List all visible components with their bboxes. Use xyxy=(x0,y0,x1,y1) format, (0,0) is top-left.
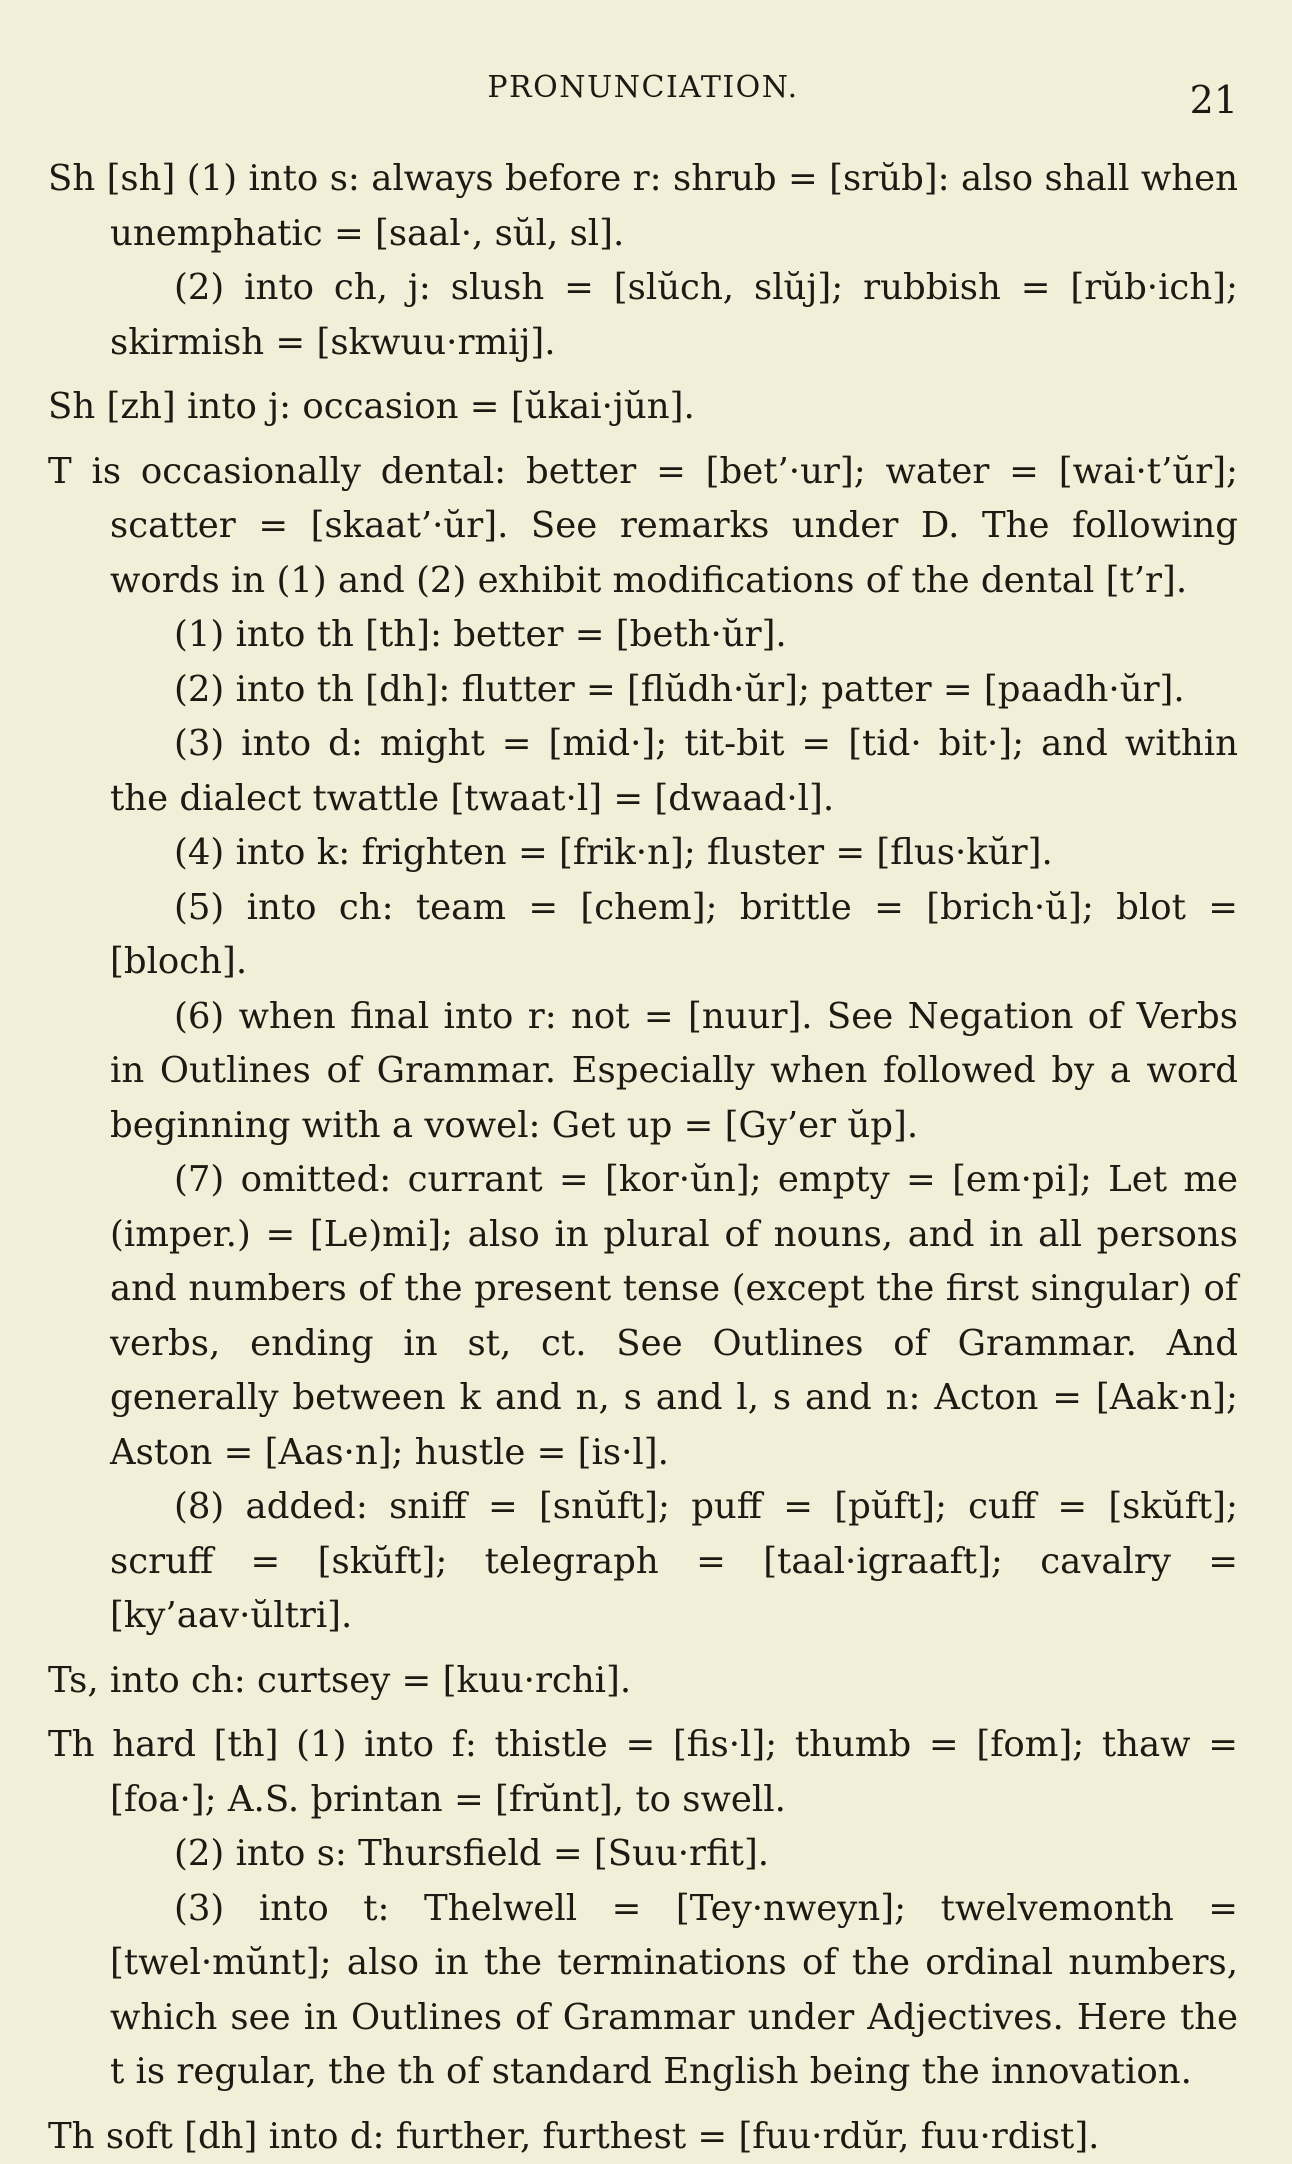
entry-t: T is occasionally dental: better = [bet’·ur]; water = [wai·t’ŭr]; scatter = [skaat’·ŭr]. See remarks under D. The following words in (1) and (2) exhibit modifications of the dental [t’r]. xyxy=(48,445,1238,609)
entry-th-soft: Th soft [dh] into d: further, furthest = [fuu·rdŭr, fuu·rdist]. xyxy=(48,2110,1238,2164)
subentry-t-8: (8) added: sniff = [snŭft]; puff = [pŭft]; cuff = [skŭft]; scruff = [skŭft]; telegraph = [taal·igraaft]; cavalry = [ky’aav·ŭltri]. xyxy=(48,1480,1238,1644)
subentry-t-3: (3) into d: might = [mid·]; tit-bit = [tid· bit·]; and within the dialect twattle [twaat·l] = [dwaad·l]. xyxy=(48,717,1238,826)
page xyxy=(48,60,1238,2164)
running-title: PRONUNCIATION. xyxy=(48,70,1238,105)
entry-ts: Ts, into ch: curtsey = [kuu·rchi]. xyxy=(48,1654,1238,1709)
subentry-t-1: (1) into th [th]: better = [beth·ŭr]. xyxy=(48,608,1238,663)
subentry-t-5: (5) into ch: team = [chem]; brittle = [brich·ŭ]; blot = [bloch]. xyxy=(48,881,1238,990)
entry-sh-sh: Sh [sh] (1) into s: always before r: shrub = [srŭb]: also shall when unemphatic = [saal·, sŭl, sl]. xyxy=(48,152,1238,261)
body-text xyxy=(48,152,1238,2164)
subentry-sh-2: (2) into ch, j: slush = [slŭch, slŭj]; rubbish = [rŭb·ich]; skirmish = [skwuu·rmij]. xyxy=(48,261,1238,370)
subentry-t-2: (2) into th [dh]: flutter = [flŭdh·ŭr]; patter = [paadh·ŭr]. xyxy=(48,663,1238,718)
subentry-t-6: (6) when final into r: not = [nuur]. See Negation of Verbs in Outlines of Grammar. Especially when followed by a word beginning with a vowel: Get up = [Gy’er ŭp]. xyxy=(48,990,1238,1154)
page-number: 21 xyxy=(1190,78,1238,122)
page-header xyxy=(48,60,1238,130)
entry-sh-zh: Sh [zh] into j: occasion = [ŭkai·jŭn]. xyxy=(48,380,1238,435)
subentry-th-3: (3) into t: Thelwell = [Tey·nweyn]; twelvemonth = [twel·mŭnt]; also in the terminations of the ordinal numbers, which see in Outlines of Grammar under Adjectives. Here the t is regular, the th of standard English being the innovation. xyxy=(48,1882,1238,2100)
subentry-t-4: (4) into k: frighten = [frik·n]; fluster = [flus·kŭr]. xyxy=(48,826,1238,881)
subentry-th-2: (2) into s: Thursfield = [Suu·rfit]. xyxy=(48,1827,1238,1882)
subentry-t-7: (7) omitted: currant = [kor·ŭn]; empty = [em·pi]; Let me (imper.) = [Le)mi]; also in plural of nouns, and in all persons and numbers of the present tense (except the first singular) of verbs, ending in st, ct. See Outlines of Grammar. And generally between k and n, s and l, s and n: Acton = [Aak·n]; Aston = [Aas·n]; hustle = [is·l]. xyxy=(48,1153,1238,1480)
entry-th-hard: Th hard [th] (1) into f: thistle = [fis·l]; thumb = [fom]; thaw = [foa·]; A.S. þrintan = [frŭnt], to swell. xyxy=(48,1718,1238,1827)
